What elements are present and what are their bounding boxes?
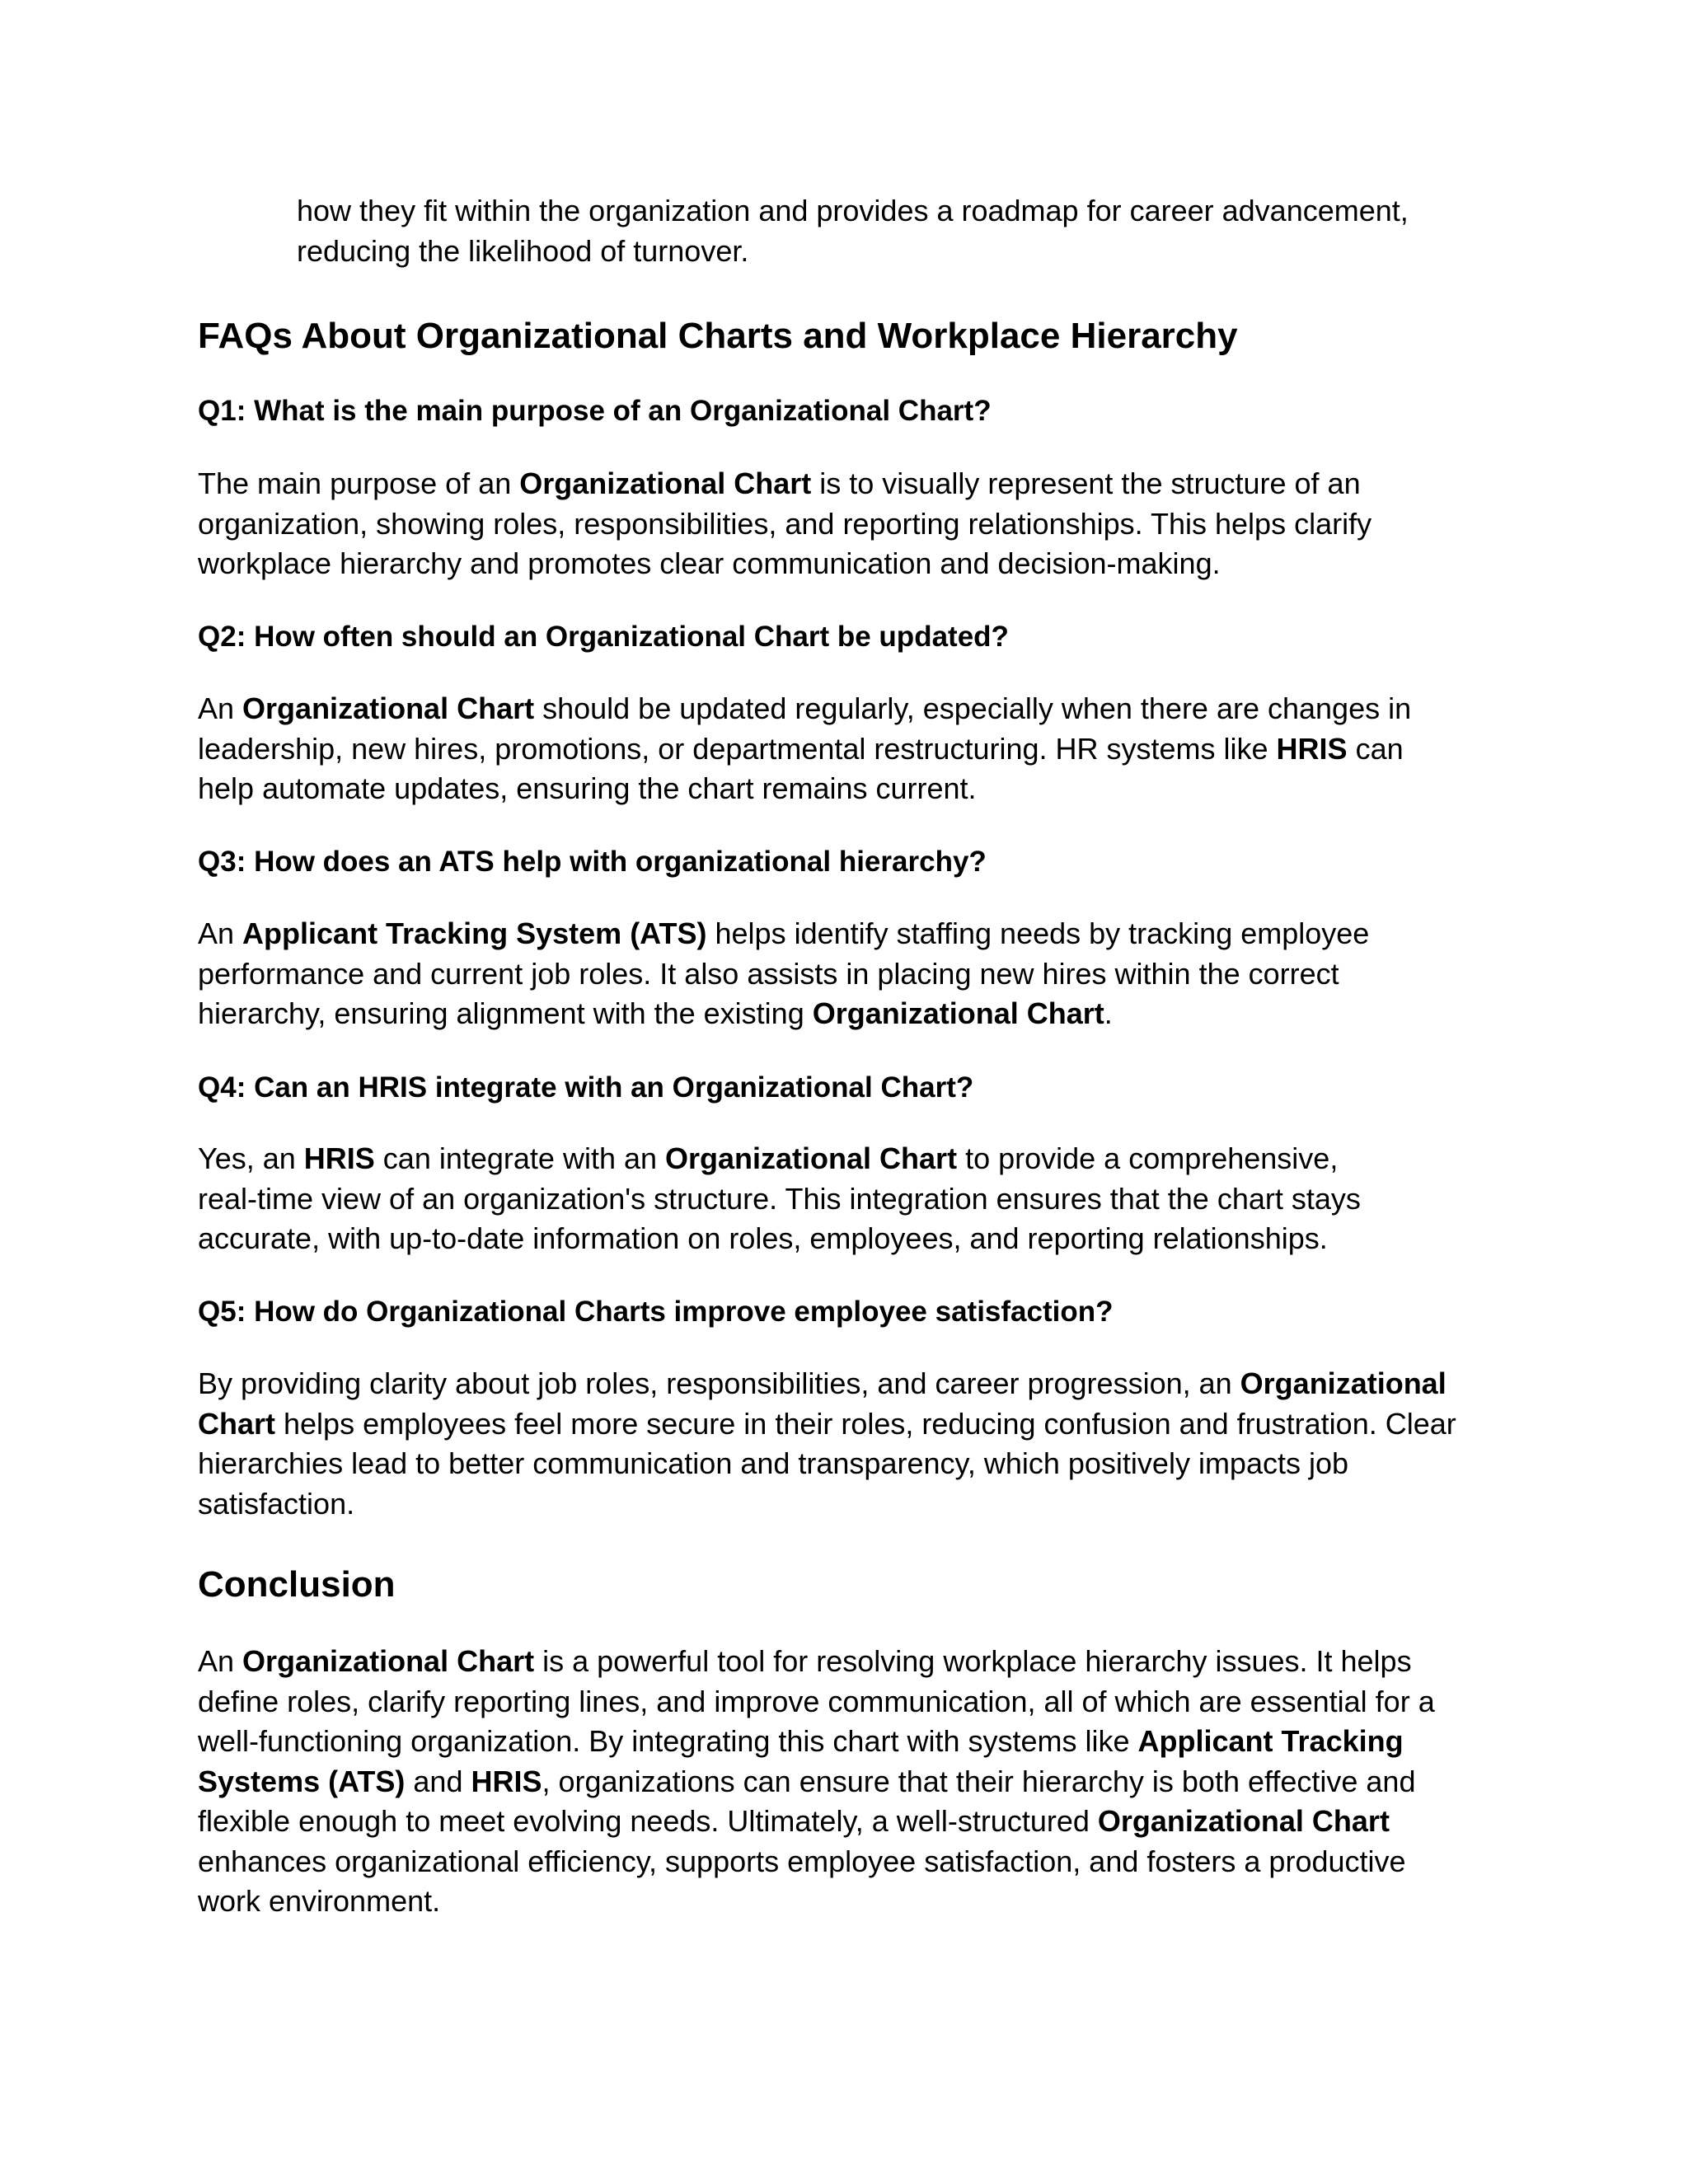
text-run: is a powerful tool for resolving workplace hierarchy issues. It helps define roles, clarify reporting lines, and improve communication, all of which are essential for a well-functioning organization. By integrating this chart with systems like (198, 1644, 1435, 1758)
text-run: Yes, an (198, 1141, 304, 1175)
text-run: should be updated regularly, especially when there are changes in leadership, new hires, promotions, or departmental restructuring. HR systems like (198, 691, 1412, 766)
text-run: By providing clarity about job roles, responsibilities, and career progression, an (198, 1366, 1240, 1400)
faq-q5-question: Q5: How do Organizational Charts improve employee satisfaction? (198, 1296, 1114, 1328)
faq-q4-answer (198, 1139, 1500, 1259)
bold-term: Organizational Chart (665, 1141, 958, 1175)
text-run: The main purpose of an (198, 466, 520, 500)
bold-term: Applicant Tracking System (ATS) (242, 916, 707, 950)
bold-term: Organizational Chart (242, 1644, 535, 1678)
bold-term: Organizational Chart (1097, 1804, 1390, 1838)
faq-q2-answer (198, 689, 1500, 809)
text-run: is to visually represent the structure of an organization, showing roles, responsibilities, and reporting relationships. This helps clarify workplace hierarchy and promotes clear communication and decision-making. (198, 466, 1372, 580)
faq-q3-question: Q3: How does an ATS help with organizational hierarchy? (198, 846, 987, 878)
bold-term: Organizational Chart (242, 691, 535, 725)
faq-q2-question: Q2: How often should an Organizational Chart be updated? (198, 621, 1009, 653)
bold-term: HRIS (471, 1764, 542, 1798)
text-run: An (198, 1644, 243, 1678)
bold-term: Organizational Chart (519, 466, 812, 500)
conclusion-body (198, 1642, 1500, 1922)
faq-heading: FAQs About Organizational Charts and Workplace Hierarchy (198, 316, 1238, 356)
text-run: enhances organizational efficiency, supports employee satisfaction, and fosters a productive work environment. (198, 1844, 1406, 1918)
text-run: can help automate updates, ensuring the chart remains current. (198, 731, 1404, 805)
faq-q3-answer (198, 914, 1500, 1034)
intro-continuation (297, 191, 1500, 271)
faq-q1-question: Q1: What is the main purpose of an Organizational Chart? (198, 395, 992, 427)
text-run: , organizations can ensure that their hierarchy is both effective and flexible enough to meet evolving needs. Ultimately, a well-structured (198, 1764, 1416, 1838)
text-run: can integrate with an (374, 1141, 666, 1175)
faq-q5-answer (198, 1364, 1500, 1524)
text-run: An (198, 916, 243, 950)
text-run: . (1104, 996, 1113, 1030)
bold-term: Organizational Chart (812, 996, 1104, 1030)
text-run: to provide a comprehensive, real-time view of an organization's structure. This integration ensures that the chart stays accurate, with up-to-date information on roles, employees, and reporting relationships. (198, 1141, 1361, 1255)
text-run: and (405, 1764, 471, 1798)
faq-q1-answer (198, 464, 1500, 584)
bold-term: Applicant Tracking Systems (ATS) (198, 1724, 1404, 1798)
text-run: helps employees feel more secure in their roles, reducing confusion and frustration. Clear hierarchies lead to better communication and transparency, which positively impacts job satisfaction. (198, 1406, 1456, 1521)
bold-term: HRIS (303, 1141, 375, 1175)
faq-q4-question: Q4: Can an HRIS integrate with an Organizational Chart? (198, 1071, 974, 1104)
intro-line-2: reducing the likelihood of turnover. (297, 233, 749, 268)
bold-term: HRIS (1276, 731, 1348, 766)
intro-line-1: how they fit within the organization and provides a roadmap for career advancement, (297, 194, 1409, 227)
text-run: An (198, 691, 243, 725)
conclusion-heading: Conclusion (198, 1564, 396, 1605)
text-run: helps identify staffing needs by tracking employee performance and current job roles. It also assists in placing new hires within the correct hierarchy, ensuring alignment with the existing (198, 916, 1370, 1030)
bold-term: Organizational Chart (198, 1366, 1447, 1441)
